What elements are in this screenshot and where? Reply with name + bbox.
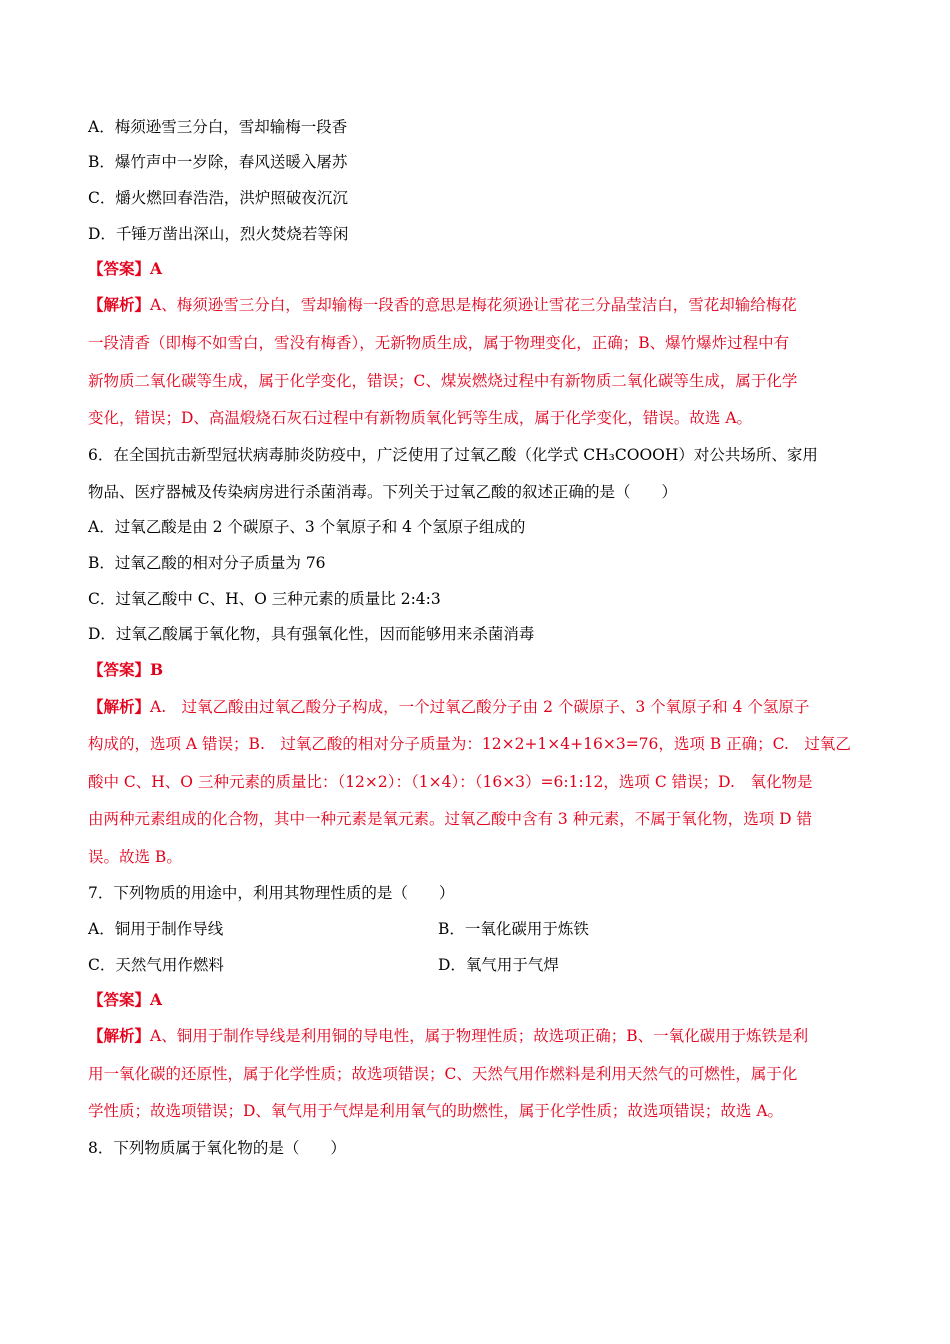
- q6-analysis-text: A. 过氧乙酸由过氧乙酸分子构成，一个过氧乙酸分子由 2 个碳原子、3 个氧原子和 4 个氢原子: [150, 698, 810, 716]
- q7-analysis-text: A、铜用于制作导线是利用铜的导电性，属于物理性质；故选项正确；B、一氧化碳用于炼铁是利: [150, 1027, 809, 1045]
- q6-analysis-line: 误。故选 B。: [88, 848, 182, 866]
- q7-option-d: D．氧气用于气焊: [438, 956, 559, 974]
- q7-option-c: C．天然气用作燃料: [88, 956, 224, 974]
- q6-answer-value: B: [150, 660, 164, 679]
- q7-option-a: A．铜用于制作导线: [88, 920, 224, 938]
- q6-option-a: A．过氧乙酸是由 2 个碳原子、3 个氧原子和 4 个氢原子组成的: [88, 518, 526, 536]
- q7-analysis-line: [88, 1025, 808, 1047]
- q7-analysis-line: 学性质；故选项错误；D、氧气用于气焊是利用氧气的助燃性，属于化学性质；故选项错误；故选 A。: [88, 1102, 784, 1120]
- q7-analysis-label: 【解析】: [88, 1026, 151, 1045]
- q5-option-a: A．梅须逊雪三分白，雪却输梅一段香: [88, 118, 348, 136]
- q5-answer-value: A: [150, 259, 163, 278]
- q5-analysis-line: [88, 294, 866, 316]
- q6-option-c: C．过氧乙酸中 C、H、O 三种元素的质量比 2:4:3: [88, 590, 441, 608]
- q5-analysis-line: 变化，错误；D、高温煅烧石灰石过程中有新物质氧化钙等生成，属于化学变化，错误。故选 A。: [88, 409, 753, 427]
- q6-option-b: B．过氧乙酸的相对分子质量为 76: [88, 554, 326, 572]
- q5-option-d: D．千锤万凿出深山，烈火焚烧若等闲: [88, 225, 349, 243]
- q6-stem-line: 物品、医疗器械及传染病房进行杀菌消毒。下列关于过氧乙酸的叙述正确的是（ ）: [88, 483, 678, 501]
- q5-analysis-line: 新物质二氧化碳等生成，属于化学变化，错误；C、煤炭燃烧过程中有新物质二氧化碳等生成，属于化学: [88, 372, 798, 390]
- q8-stem: 8．下列物质属于氧化物的是（ ）: [88, 1139, 346, 1157]
- q7-option-b: B．一氧化碳用于炼铁: [438, 920, 589, 938]
- q5-answer-label: 【答案】: [88, 259, 151, 278]
- q7-analysis-line: 用一氧化碳的还原性，属于化学性质；故选项错误；C、天然气用作燃料是利用天然气的可燃性，属于化: [88, 1065, 798, 1083]
- q6-stem-line: 6．在全国抗击新型冠状病毒肺炎防疫中，广泛使用了过氧乙酸（化学式 CH₃COOOH）对公共场所、家用: [88, 446, 818, 464]
- q5-analysis-text: A、梅须逊雪三分白，雪却输梅一段香的意思是梅花须逊让雪花三分晶莹洁白，雪花却输给梅花: [150, 296, 797, 314]
- q6-analysis-label: 【解析】: [88, 697, 151, 716]
- q6-analysis-line: 酸中 C、H、O 三种元素的质量比：（12×2）：（1×4）：（16×3）=6:1:12，选项 C 错误；D. 氧化物是: [88, 773, 813, 791]
- q6-answer-label: 【答案】: [88, 660, 151, 679]
- q5-analysis-line: 一段清香（即梅不如雪白，雪没有梅香），无新物质生成，属于物理变化，正确；B、爆竹爆炸过程中有: [88, 334, 790, 352]
- q7-answer-value: A: [150, 990, 163, 1009]
- q5-analysis-label: 【解析】: [88, 295, 151, 314]
- q5-option-c: C．爝火燃回春浩浩，洪炉照破夜沉沉: [88, 189, 348, 207]
- q7-answer: [88, 989, 162, 1011]
- q6-analysis-line: 由两种元素组成的化合物，其中一种元素是氧元素。过氧乙酸中含有 3 种元素，不属于氧化物，选项 D 错: [88, 810, 813, 828]
- q7-stem: 7．下列物质的用途中，利用其物理性质的是（ ）: [88, 884, 455, 902]
- q6-analysis-line: [88, 696, 809, 718]
- q6-answer: [88, 659, 163, 681]
- q5-option-b: B．爆竹声中一岁除，春风送暖入屠苏: [88, 153, 348, 171]
- q6-analysis-line: 构成的，选项 A 错误；B. 过氧乙酸的相对分子质量为：12×2+1×4+16×3=76，选项 B 正确；C. 过氧乙: [88, 735, 851, 753]
- q5-answer: [88, 258, 162, 280]
- q6-option-d: D．过氧乙酸属于氧化物，具有强氧化性，因而能够用来杀菌消毒: [88, 625, 535, 643]
- q7-answer-label: 【答案】: [88, 990, 151, 1009]
